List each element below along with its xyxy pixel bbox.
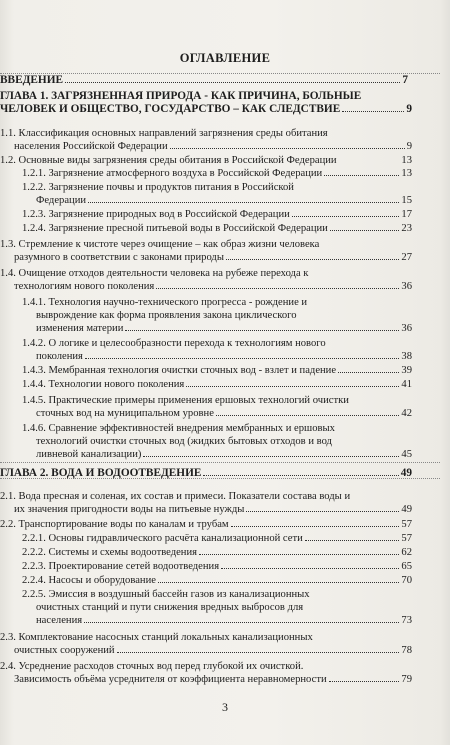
toc-entry-1-1[interactable]: 1.1. Классификация основных направлений загрязнения среды обитания населения Российской Федерации 9 xyxy=(0,128,412,152)
toc-entry-1-2-1[interactable]: 1.2.1. Загрязнение атмосферного воздуха в Российской Федерации 13 xyxy=(22,168,412,179)
toc-entry-2-4[interactable]: 2.4. Усреднение расходов сточных вод перед глубокой их очисткой. Зависимость объёма усреднителя от коэффициента неравномерности 79 xyxy=(0,661,412,685)
toc-entry-2-2-2[interactable]: 2.2.2. Системы и схемы водоотведения 62 xyxy=(22,547,412,558)
toc-entry-2-2-3[interactable]: 2.2.3. Проектирование сетей водоотведения 65 xyxy=(22,561,412,572)
toc-entry-1-2[interactable]: 1.2. Основные виды загрязнения среды обитания в Российской Федерации 13 xyxy=(0,155,412,166)
toc-entry-1-4-2[interactable]: 1.4.2. О логике и целесообразности перехода к технологиям нового поколения 38 xyxy=(22,338,412,362)
toc-entry-1-3[interactable]: 1.3. Стремление к чистоте через очищение – как образ жизни человека разумного в соответствии с законами природы 27 xyxy=(0,239,412,263)
toc-entry-chapter-2[interactable]: ГЛАВА 2. ВОДА И ВОДООТВЕДЕНИЕ 49 xyxy=(0,467,412,479)
divider xyxy=(0,462,440,463)
toc-entry-2-2[interactable]: 2.2. Транспортирование воды по каналам и трубам 57 xyxy=(0,519,412,530)
toc-entry-2-2-4[interactable]: 2.2.4. Насосы и оборудование 70 xyxy=(22,575,412,586)
toc-entry-chapter-1[interactable]: ГЛАВА 1. ЗАГРЯЗНЕННАЯ ПРИРОДА - КАК ПРИЧИНА, БОЛЬНЫЕ ЧЕЛОВЕК И ОБЩЕСТВО, ГОСУДАРСТВО – КАК СЛЕДСТВИЕ 9 xyxy=(0,90,412,115)
toc-entry-2-2-5[interactable]: 2.2.5. Эмиссия в воздушный бассейн газов из канализационных очистных станций и пути снижения вредных выбросов для населения 73 xyxy=(22,589,412,626)
toc-entry-intro[interactable]: ВВЕДЕНИЕ 7 xyxy=(0,74,408,86)
toc-entry-1-4[interactable]: 1.4. Очищение отходов деятельности человека на рубеже перехода к технологиям нового поколения 36 xyxy=(0,268,412,292)
toc-entry-1-4-1[interactable]: 1.4.1. Технология научно-технического прогресса - рождение и выврождение как форма проявления закона циклического изменения материи 36 xyxy=(22,297,412,334)
toc-entry-1-4-3[interactable]: 1.4.3. Мембранная технология очистки сточных вод - взлет и падение 39 xyxy=(22,365,412,376)
toc-entry-1-2-3[interactable]: 1.2.3. Загрязнение природных вод в Российской Федерации 17 xyxy=(22,209,412,220)
toc-entry-2-2-1[interactable]: 2.2.1. Основы гидравлического расчёта канализационной сети 57 xyxy=(22,533,412,544)
page-edge-shadow xyxy=(440,0,450,745)
toc-entry-2-1[interactable]: 2.1. Вода пресная и соленая, их состав и примеси. Показатели состава воды и их значения пригодности воды на питьевые нужды 49 xyxy=(0,491,412,515)
toc-entry-1-4-5[interactable]: 1.4.5. Практические примеры применения ершовых технологий очистки сточных вод на муниципальном уровне 42 xyxy=(22,395,412,419)
page-title: ОГЛАВЛЕНИЕ xyxy=(179,51,271,65)
toc-entry-2-3[interactable]: 2.3. Комплектование насосных станций локальных канализационных очистных сооружений 78 xyxy=(0,632,412,656)
page-number: 3 xyxy=(222,700,228,714)
toc-entry-1-2-4[interactable]: 1.2.4. Загрязнение пресной питьевой воды в Российской Федерации 23 xyxy=(22,223,412,234)
toc-entry-1-2-2[interactable]: 1.2.2. Загрязнение почвы и продуктов питания в Российской Федерации 15 xyxy=(22,182,412,206)
toc-entry-1-4-4[interactable]: 1.4.4. Технологии нового поколения 41 xyxy=(22,379,412,390)
toc-entry-1-4-6[interactable]: 1.4.6. Сравнение эффективностей внедрения мембранных и ершовых технологий очистки сточных вод (жидких бытовых отходов и вод ливневой канализации) 45 xyxy=(22,423,412,460)
